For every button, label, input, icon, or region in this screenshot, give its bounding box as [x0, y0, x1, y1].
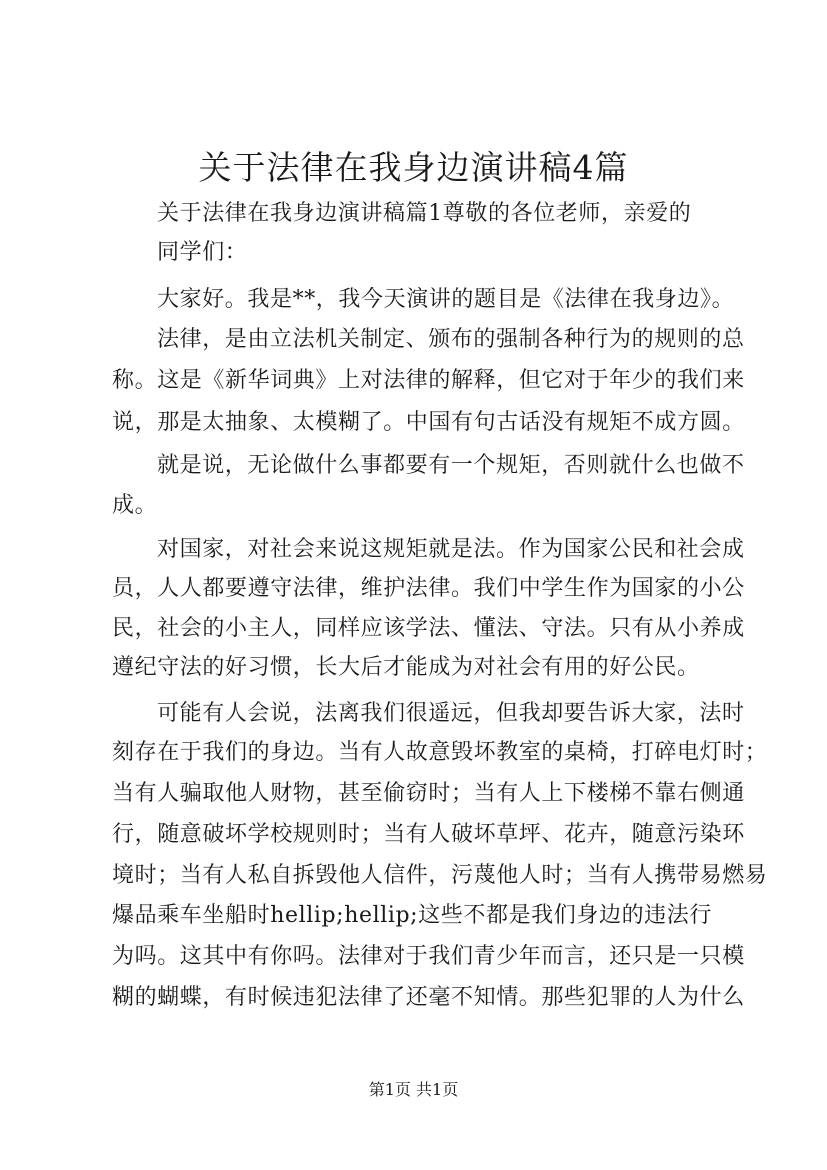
- paragraph-line: 称。这是《新华词典》上对法律的解释，但它对于年少的我们来: [112, 368, 745, 393]
- paragraph-line: 民，社会的小主人，同样应该学法、懂法、守法。只有从小养成: [112, 616, 745, 641]
- paragraph-line: 刻存在于我们的身边。当有人故意毁坏教室的桌椅，打碎电灯时；: [112, 740, 768, 765]
- paragraph-line: 关于法律在我身边演讲稿篇1尊敬的各位老师，亲爱的: [157, 201, 692, 226]
- paragraph-line: 成。: [112, 493, 158, 518]
- paragraph-line: 同学们：: [157, 240, 248, 265]
- paragraph-line: 糊的蝴蝶，有时候违犯法律了还毫不知情。那些犯罪的人为什么: [112, 985, 745, 1010]
- paragraph-line: 当有人骗取他人财物，甚至偷窃时；当有人上下楼梯不靠右侧通: [112, 781, 745, 806]
- paragraph-line: 员，人人都要遵守法律，维护法律。我们中学生作为国家的小公: [112, 576, 745, 601]
- page-footer: 第1页 共1页: [368, 1080, 459, 1099]
- paragraph-line: 大家好。我是**，我今天演讲的题目是《法律在我身边》。: [157, 287, 735, 312]
- paragraph-line: 境时；当有人私自拆毁他人信件，污蔑他人时；当有人携带易燃易: [112, 863, 768, 888]
- document-title: 关于法律在我身边演讲稿4篇: [198, 148, 629, 187]
- paragraph-line: 爆品乘车坐船时hellip;hellip;这些不都是我们身边的违法行: [112, 903, 712, 928]
- paragraph-line: 就是说，无论做什么事都要有一个规矩，否则就什么也做不: [157, 453, 745, 478]
- paragraph-line: 对国家，对社会来说这规矩就是法。作为国家公民和社会成: [157, 537, 745, 562]
- paragraph-line: 为吗。这其中有你吗。法律对于我们青少年而言，还只是一只模: [112, 944, 745, 969]
- paragraph-line: 法律，是由立法机关制定、颁布的强制各种行为的规则的总: [157, 327, 745, 352]
- paragraph-line: 行，随意破坏学校规则时；当有人破坏草坪、花卉，随意污染环: [112, 822, 745, 847]
- paragraph-line: 可能有人会说，法离我们很遥远，但我却要告诉大家，法时: [157, 701, 745, 726]
- paragraph-line: 遵纪守法的好习惯，长大后才能成为对社会有用的好公民。: [112, 655, 700, 680]
- paragraph-line: 说，那是太抽象、太模糊了。中国有句古话没有规矩不成方圆。: [112, 410, 745, 435]
